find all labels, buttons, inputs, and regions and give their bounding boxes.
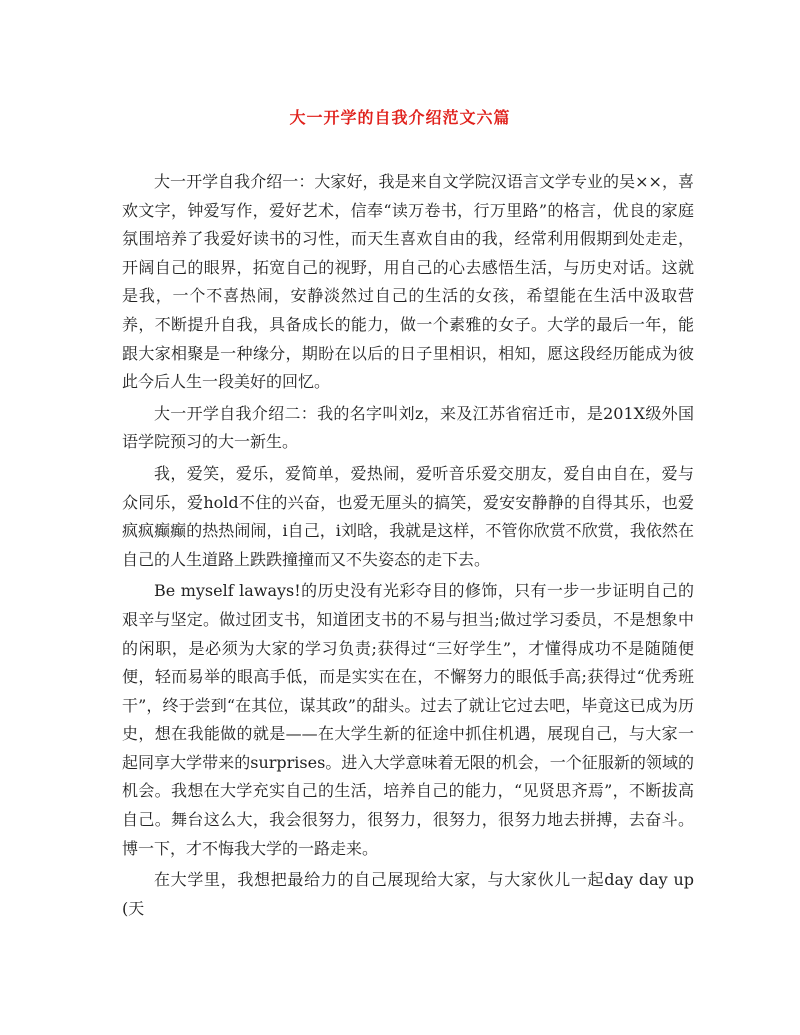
paragraph-4: Be myself laways!的历史没有光彩夺目的修饰，只有一步一步证明自己的艰辛与坚定。做过团支书，知道团支书的不易与担当;做过学习委员，不是想象中的闲职，是必须为大家的学习负责;获得过“三好学生”，才懂得成功不是随随便便，轻而易举的眼高手低，而是实实在在，不懈努力的眼低手高;获得过“优秀班干”，终于尝到“在其位，谋其政”的甜头。过去了就让它过去吧，毕竟这已成为历史，想在我能做的就是——在大学生新的征途中抓住机遇，展现自己，与大家一起同享大学带来的surprises。进入大学意味着无限的机会，一个征服新的领域的机会。我想在大学充实自己的生活，培养自己的能力，“见贤思齐焉”，不断拔高自己。舞台这么大，我会很努力，很努力，很努力，很努力地去拼搏，去奋斗。博一下，才不悔我大学的一路走来。 xyxy=(122,581,694,858)
paragraph-5: 在大学里，我想把最给力的自己展现给大家，与大家伙儿一起day day up(天 xyxy=(122,870,694,918)
paragraph-2: 大一开学自我介绍二：我的名字叫刘z，来及江苏省宿迁市，是201X级外国语学院预习的大一新生。 xyxy=(122,403,694,452)
paragraph-1: 大一开学自我介绍一：大家好，我是来自文学院汉语言文学专业的吴××，喜欢文字，钟爱写作，爱好艺术，信奉“读万卷书，行万里路”的格言，优良的家庭氛围培养了我爱好读书的习性，而天生喜欢自由的我，经常利用假期到处走走，开阔自己的眼界，拓宽自己的视野，用自己的心去感悟生活，与历史对话。这就是我，一个不喜热闹，安静淡然过自己的生活的女孩，希望能在生活中汲取营养，不断提升自我，具备成长的能力，做一个素雅的女子。大学的最后一年，能跟大家相聚是一种缘分，期盼在以后的日子里相识，相知，愿这段经历能成为彼此今后人生一段美好的回忆。 xyxy=(122,172,694,392)
paragraph-3: 我，爱笑，爱乐，爱简单，爱热闹，爱听音乐爱交朋友，爱自由自在，爱与众同乐，爱hold不住的兴奋，也爱无厘头的搞笑，爱安安静静的自得其乐，也爱疯疯癫癫的热热闹闹，i自己，i刘晗，我就是这样，不管你欣赏不欣赏，我依然在自己的人生道路上跌跌撞撞而又不失姿态的走下去。 xyxy=(122,463,694,569)
document-title: 大一开学的自我介绍范文六篇 xyxy=(289,108,511,127)
document-body xyxy=(122,168,694,926)
